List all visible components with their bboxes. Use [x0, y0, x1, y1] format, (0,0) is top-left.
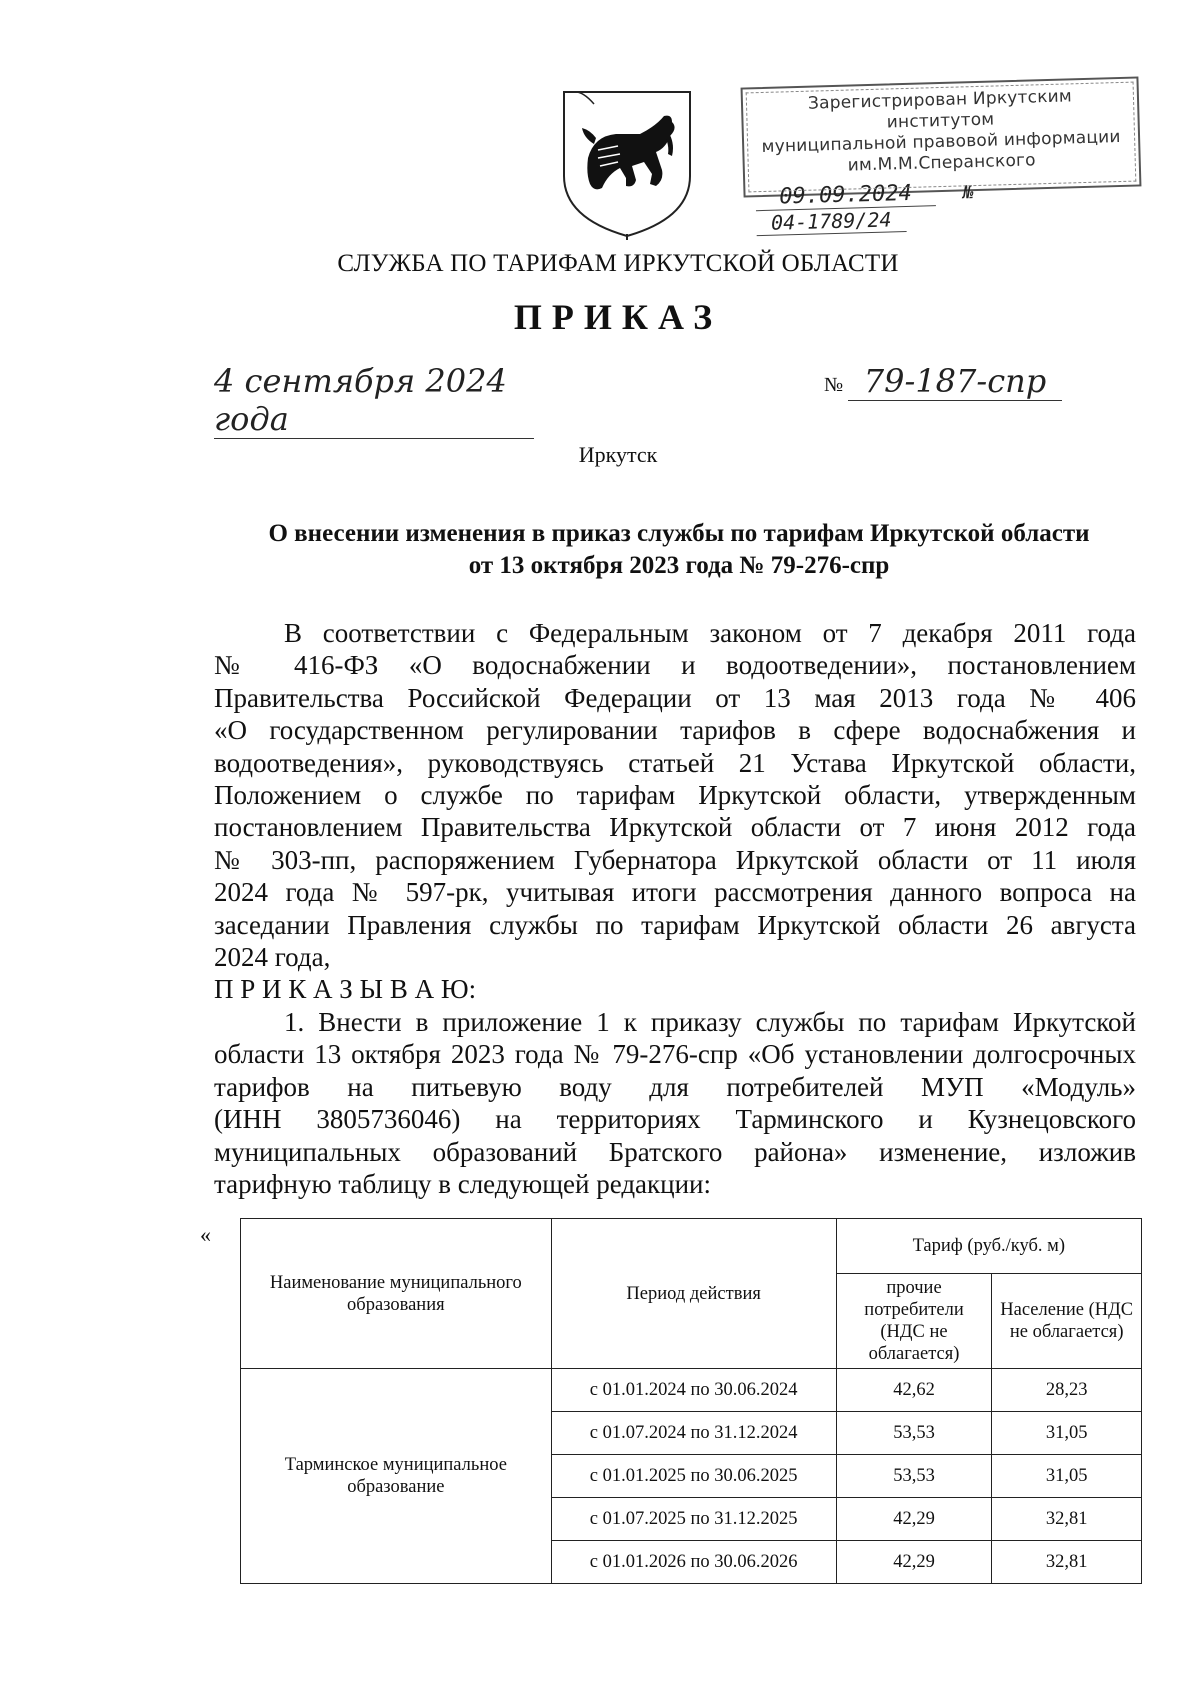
preamble-paragraph [214, 617, 1136, 1006]
item-1-line: тарифов на питьевую воду для потребителей МУП «Модуль» [214, 1071, 1136, 1102]
irkutsk-coat-of-arms-emblem [560, 88, 694, 240]
municipality-name: Тарминское муниципальное образование [241, 1369, 552, 1584]
city-name: Иркутск [578, 442, 658, 467]
period-cell: с 01.07.2024 по 31.12.2024 [551, 1412, 836, 1455]
stamp-handwritten-number: 04-1789/24 [756, 207, 907, 236]
stamp-number-label: № [962, 182, 974, 204]
period-cell: с 01.01.2026 по 30.06.2026 [551, 1541, 836, 1584]
item-1-line: муниципальных образований Братского района» изменение, изложив [214, 1136, 1136, 1167]
preamble-line: № 416-ФЗ «О водоснабжении и водоотведении», постановлением [214, 650, 1136, 681]
subject-line-1: О внесении изменения в приказ службы по тарифам Иркутской области [268, 520, 1090, 547]
tariff-population-cell: 32,81 [992, 1498, 1142, 1541]
stamp-line-3: им.М.М.Сперанского [847, 150, 1037, 176]
item-1-line: 1. Внести в приложение 1 к приказу службы по тарифам Иркутской [284, 1007, 1136, 1037]
period-cell: с 01.07.2025 по 31.12.2025 [551, 1498, 836, 1541]
table-row [241, 1369, 1142, 1412]
handwritten-order-date: 4 сентября 2024 года [214, 362, 534, 439]
header-period: Период действия [551, 1219, 836, 1369]
subject-line-2: от 13 октября 2023 года № 79-276-спр [468, 552, 890, 579]
item-1-line: (ИНН 3805736046) на территориях Тарминского и Кузнецовского [214, 1104, 1136, 1135]
header-other-consumers: прочие потребители (НДС не облагается) [836, 1274, 992, 1369]
preamble-line: водоотведения», руководствуясь статьей 21 Устава Иркутской области, [214, 747, 1136, 778]
registration-stamp [741, 76, 1142, 235]
tariff-other-cell: 53,53 [836, 1455, 992, 1498]
preamble-line: № 303-пп, распоряжением Губернатора Иркутской области от 11 июля [214, 844, 1136, 875]
tariff-other-cell: 42,29 [836, 1541, 992, 1584]
tariff-population-cell: 32,81 [992, 1541, 1142, 1584]
tariff-other-cell: 42,29 [836, 1498, 992, 1541]
header-municipality: Наименование муниципального образования [241, 1219, 552, 1369]
handwritten-order-number: 79-187-спр [848, 362, 1062, 401]
period-cell: с 01.01.2025 по 30.06.2025 [551, 1455, 836, 1498]
period-cell: с 01.01.2024 по 30.06.2024 [551, 1369, 836, 1412]
tariff-other-cell: 42,62 [836, 1369, 992, 1412]
preamble-line: Положением о службе по тарифам Иркутской области, утвержденным [214, 780, 1136, 811]
item-1-paragraph [214, 1006, 1136, 1200]
stamp-line-2: муниципальной правовой информации [761, 126, 1121, 158]
preamble-line: «О государственном регулировании тарифов в сфере водоснабжения и [214, 715, 1136, 746]
tariff-population-cell: 31,05 [992, 1455, 1142, 1498]
tariff-table [240, 1218, 1142, 1584]
stamp-handwritten-date: 09.09.2024 [755, 180, 936, 211]
document-type-title: ПРИКАЗ [513, 297, 723, 337]
item-1-line: тарифную таблицу в следующей редакции: [214, 1169, 712, 1200]
preamble-line: заседании Правления службы по тарифам Иркутской области 26 августа [214, 909, 1136, 940]
order-subject [214, 518, 1144, 582]
stamp-line-1: Зарегистрирован Иркутским институтом [807, 86, 1073, 133]
tariff-other-cell: 53,53 [836, 1412, 992, 1455]
header-tariff: Тариф (руб./куб. м) [836, 1219, 1141, 1274]
preamble-line: В соответствии с Федеральным законом от 7 декабря 2011 года [284, 618, 1136, 648]
preamble-line: постановлением Правительства Иркутской области от 7 июня 2012 года [214, 812, 1136, 843]
order-number-label: № [824, 374, 844, 396]
orders-word: П Р И К А З Ы В А Ю: [214, 974, 477, 1005]
preamble-line: Правительства Российской Федерации от 13 мая 2013 года № 406 [214, 682, 1136, 713]
tariff-population-cell: 31,05 [992, 1412, 1142, 1455]
preamble-line: 2024 года, [214, 942, 331, 973]
opening-quote-mark: « [200, 1222, 211, 1247]
header-population: Население (НДС не облагается) [992, 1274, 1142, 1369]
preamble-line: 2024 года № 597-рк, учитывая итоги рассмотрения данного вопроса на [214, 877, 1136, 908]
tariff-population-cell: 28,23 [992, 1369, 1142, 1412]
agency-name: СЛУЖБА ПО ТАРИФАМ ИРКУТСКОЙ ОБЛАСТИ [337, 250, 899, 277]
item-1-line: области 13 октября 2023 года № 79-276-спр «Об установлении долгосрочных [214, 1039, 1136, 1070]
